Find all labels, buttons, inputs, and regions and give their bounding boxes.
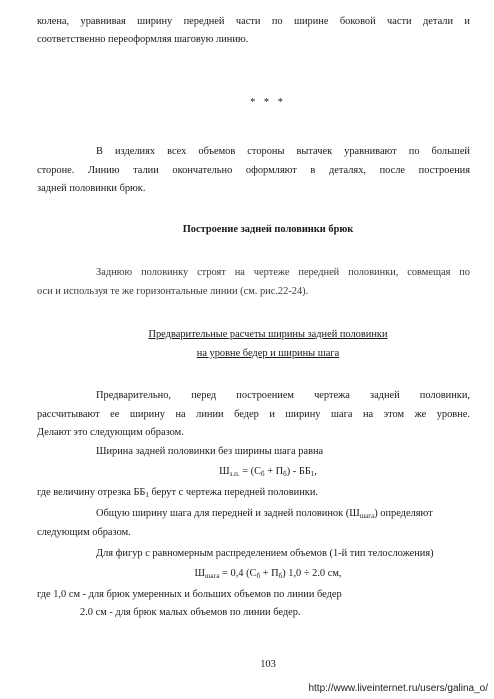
- page-number: 103: [260, 659, 276, 670]
- section-heading: Построение задней половинки брюк: [182, 224, 354, 235]
- paragraph-4-line-2: рассчитывают ее ширину на линии бедер и ширину шага на этом же уровне.: [37, 409, 470, 420]
- subheading-line-1: Предварительные расчеты ширины задней половинки: [148, 329, 388, 340]
- paragraph-7-note-1: где 1,0 см - для брюк умеренных и больших объемов по линии бедер: [37, 589, 342, 600]
- paragraph-2-line-2: стороне. Линию талии окончательно оформляют в деталях, после построения: [37, 165, 470, 176]
- paragraph-2-line-3: задней половинки брюк.: [37, 183, 146, 194]
- asterisk-separator: * * *: [250, 97, 286, 108]
- paragraph-4-line-1: Предварительно, перед построением чертежа задней половинки,: [96, 390, 470, 401]
- paragraph-7-intro: Для фигур с равномерным распределением объемов (1-й тип телосложения): [96, 548, 434, 559]
- paragraph-6-line-1: Общую ширину шага для передней и задней половинок $(Ш_{шага})$ определяют: [96, 508, 433, 520]
- paragraph-3-line-2: оси и используя те же горизонтальные линии (см. рис.22-24).: [37, 286, 309, 297]
- paragraph-5-after-formula: где величину отрезка $ББ_1$ берут с чертежа передней половинки.: [37, 487, 318, 499]
- paragraph-6-line-2: следующим образом.: [37, 527, 131, 538]
- formula-step-width: $Ш_{шага} = 0,4$ $(С_б + П_б) 1,0 \div 2.0$ см,: [194, 568, 342, 580]
- paragraph-3-line-1: Заднюю половинку строят на чертеже передней половинки, совмещая по: [96, 267, 470, 278]
- paragraph-4-line-3: Делают это следующим образом.: [37, 427, 184, 438]
- paragraph-7-note-2: 2.0 см - для брюк малых объемов по линии бедер.: [80, 607, 301, 618]
- formula-back-half-width: $Ш_{з.п.} = (С_б + П_б) - ББ_1$,: [219, 466, 317, 478]
- watermark-url[interactable]: http://www.liveinternet.ru/users/galina_o/: [308, 683, 488, 694]
- paragraph-2-line-1: В изделиях всех объемов стороны вытачек уравнивают по большей: [96, 146, 470, 157]
- subheading-line-2: на уровне бедер и ширины шага: [196, 348, 340, 359]
- paragraph-1-line-2: соответственно переоформляя шаговую линию.: [37, 34, 249, 45]
- paragraph-1-line-1: колена, уравнивая ширину передней части по ширине боковой части детали и: [37, 16, 470, 27]
- paragraph-5-intro: Ширина задней половинки без ширины шага равна: [96, 446, 324, 457]
